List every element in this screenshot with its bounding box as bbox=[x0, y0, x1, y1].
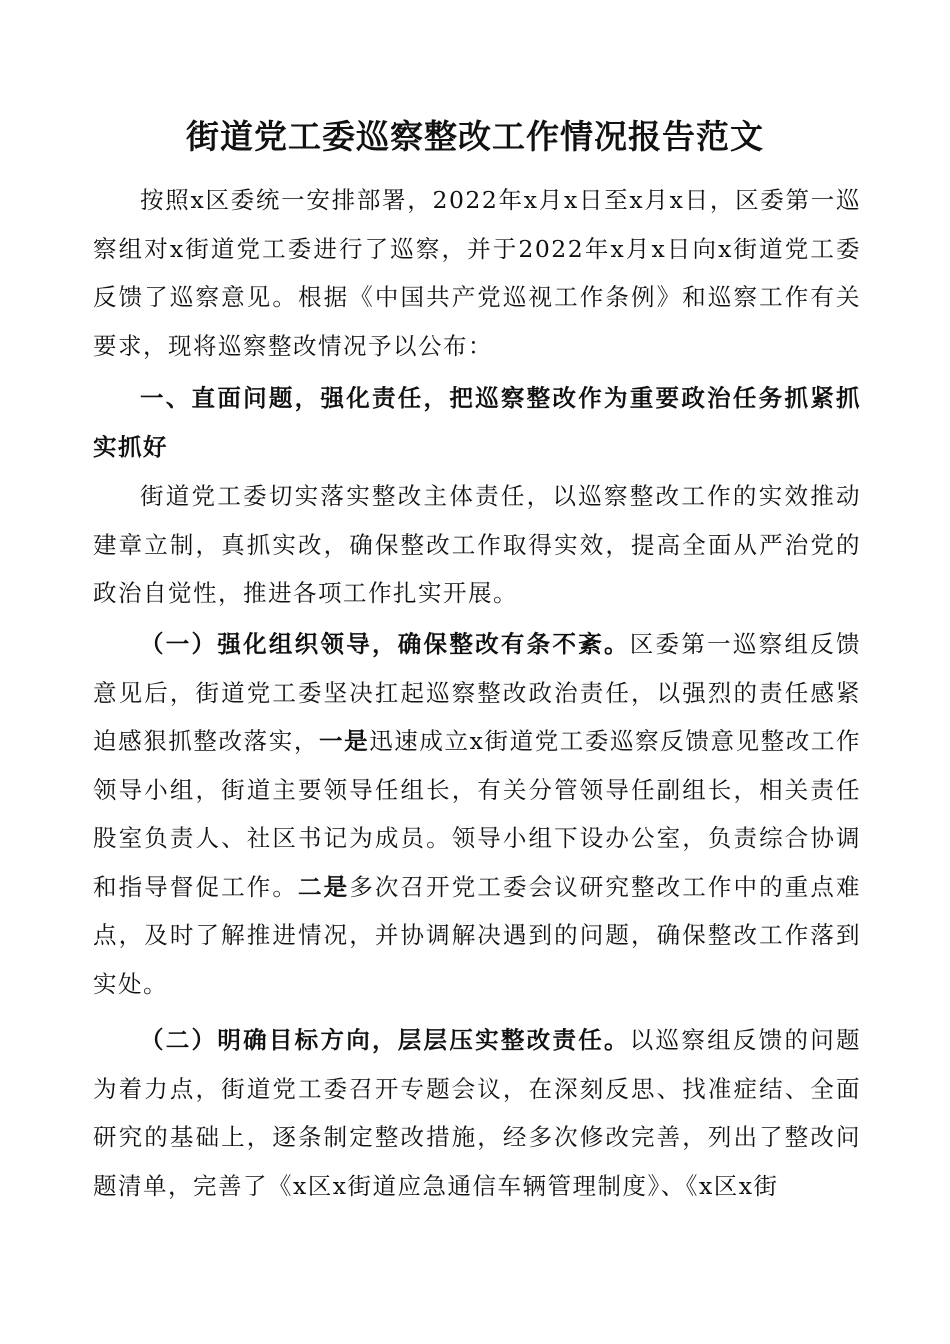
item-2-lead: （二）明确目标方向，层层压实整改责任。 bbox=[140, 1026, 630, 1054]
item-1-marker-2: 二是 bbox=[297, 872, 350, 901]
item-1-paragraph bbox=[93, 620, 861, 1008]
item-1-lead: （一）强化组织领导，确保整改有条不紊。 bbox=[140, 630, 630, 658]
document-title: 街道党工委巡察整改工作情况报告范文 bbox=[186, 117, 764, 156]
section-heading-1: 一、直面问题，强化责任，把巡察整改作为重要政治任务抓紧抓实抓好 bbox=[93, 384, 861, 461]
item-2-text: 以巡察组反馈的问题为着力点，街道党工委召开专题会议，在深刻反思、找准症结、全面研究的基础上，逐条制定整改措施，经多次修改完善，列出了整改问题清单，完善了《x区x街道应急通信车辆管理制度》、《x区x街 bbox=[93, 1026, 862, 1200]
intro-paragraph: 按照x区委统一安排部署，2022年x月x日至x月x日，区委第一巡察组对x街道党工委进行了巡察，并于2022年x月x日向x街道党工委反馈了巡察意见。根据《中国共产党巡视工作条例》和巡察工作有关要求，现将巡察整改情况予以公布： bbox=[93, 186, 861, 360]
item-1-text-b: 迅速成立x街道党工委巡察反馈意见整改工作领导小组，街道主要领导任组长，有关分管领导任副组长，相关责任股室负责人、社区书记为成员。领导小组下设办公室，负责综合协调和指导督促工作。 bbox=[93, 727, 862, 901]
item-1-text-a: 区委第一巡察组反馈意见后，街道党工委坚决扛起巡察整改政治责任，以强烈的责任感紧迫感狠抓整改落实， bbox=[93, 630, 862, 755]
item-2-paragraph bbox=[93, 1016, 861, 1210]
item-1-marker-1: 一是 bbox=[318, 727, 370, 755]
item-1-text-c: 多次召开党工委会议研究整改工作中的重点难点，及时了解推进情况，并协调解决遇到的问题，确保整改工作落到实处。 bbox=[93, 872, 862, 998]
section-1-paragraph: 街道党工委切实落实整改主体责任，以巡察整改工作的实效推动建章立制，真抓实改，确保整改工作取得实效，提高全面从严治党的政治自觉性，推进各项工作扎实开展。 bbox=[93, 482, 861, 607]
